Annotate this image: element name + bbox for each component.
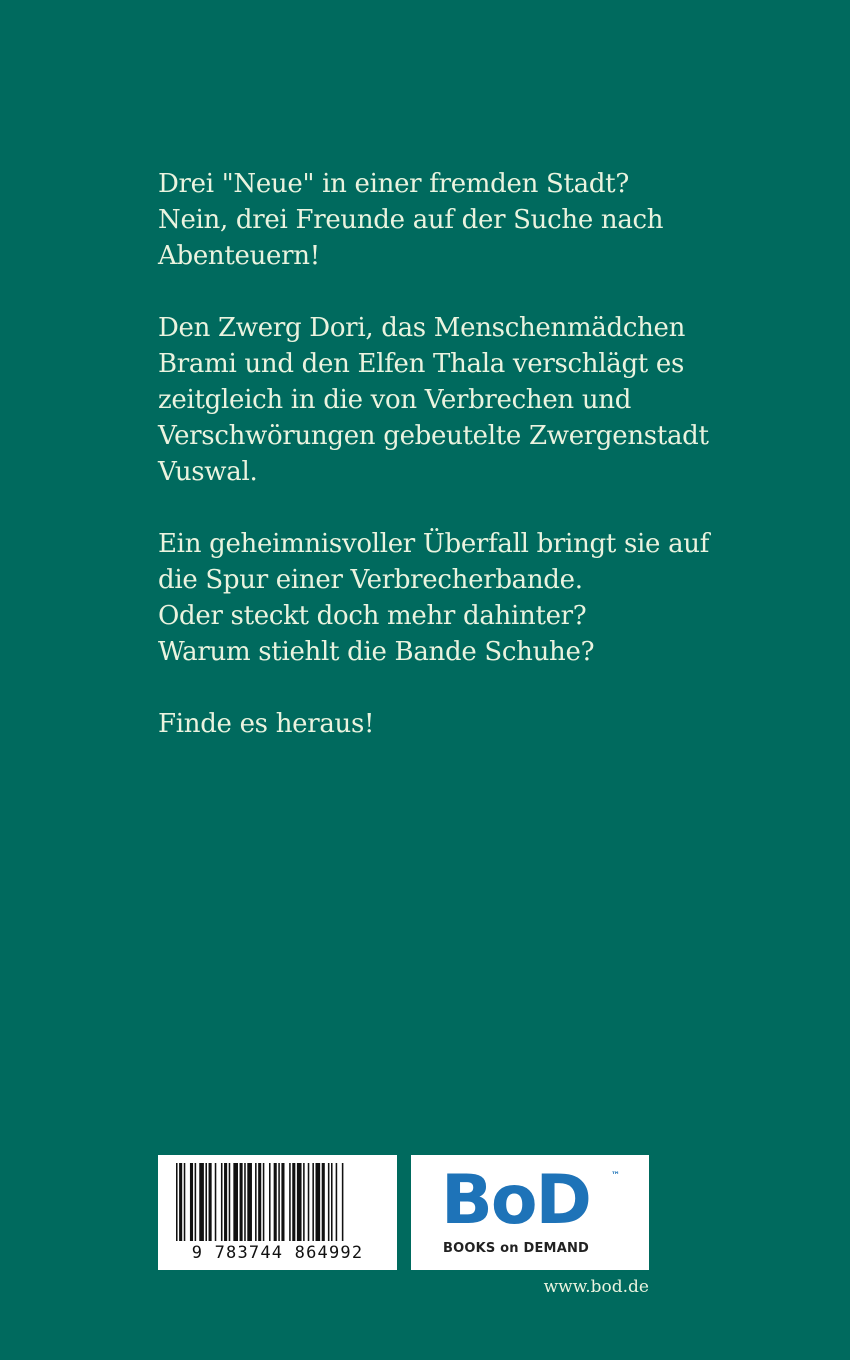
blurb-line: Verschwörungen gebeutelte Zwergenstadt	[158, 421, 709, 451]
blurb-line: die Spur einer Verbrecherbande.	[158, 565, 583, 595]
blurb-line: zeitgleich in die von Verbrechen und	[158, 385, 632, 415]
blurb-line: Warum stiehlt die Bande Schuhe?	[158, 637, 595, 667]
blurb-line: Vuswal.	[158, 457, 258, 487]
trademark-symbol: ™	[611, 1171, 620, 1181]
blurb-line: Brami und den Elfen Thala verschlägt es	[158, 349, 685, 379]
blurb-line: Den Zwerg Dori, das Menschenmädchen	[158, 313, 686, 343]
blurb-line: Finde es heraus!	[158, 709, 375, 739]
blurb-text	[158, 166, 718, 778]
blurb-paragraph	[158, 166, 718, 274]
publisher-subtitle: BOOKS on DEMAND	[443, 1241, 590, 1256]
blurb-line: Drei "Neue" in einer fremden Stadt?	[158, 169, 629, 199]
blurb-line: Abenteuern!	[158, 241, 320, 271]
isbn-number: 9 783744 864992	[191, 1243, 364, 1263]
blurb-line: Ein geheimnisvoller Überfall bringt sie auf	[158, 529, 710, 559]
blurb-line: Nein, drei Freunde auf der Suche nach	[158, 205, 664, 235]
bod-logo: BoD	[441, 1161, 590, 1240]
blurb-paragraph	[158, 706, 718, 742]
blurb-paragraph	[158, 310, 718, 490]
blurb-line: Oder steckt doch mehr dahinter?	[158, 601, 587, 631]
publisher-url: www.bod.de	[543, 1277, 649, 1297]
blurb-paragraph	[158, 526, 718, 670]
publisher-logo-box	[411, 1155, 649, 1270]
isbn-barcode	[158, 1155, 397, 1270]
